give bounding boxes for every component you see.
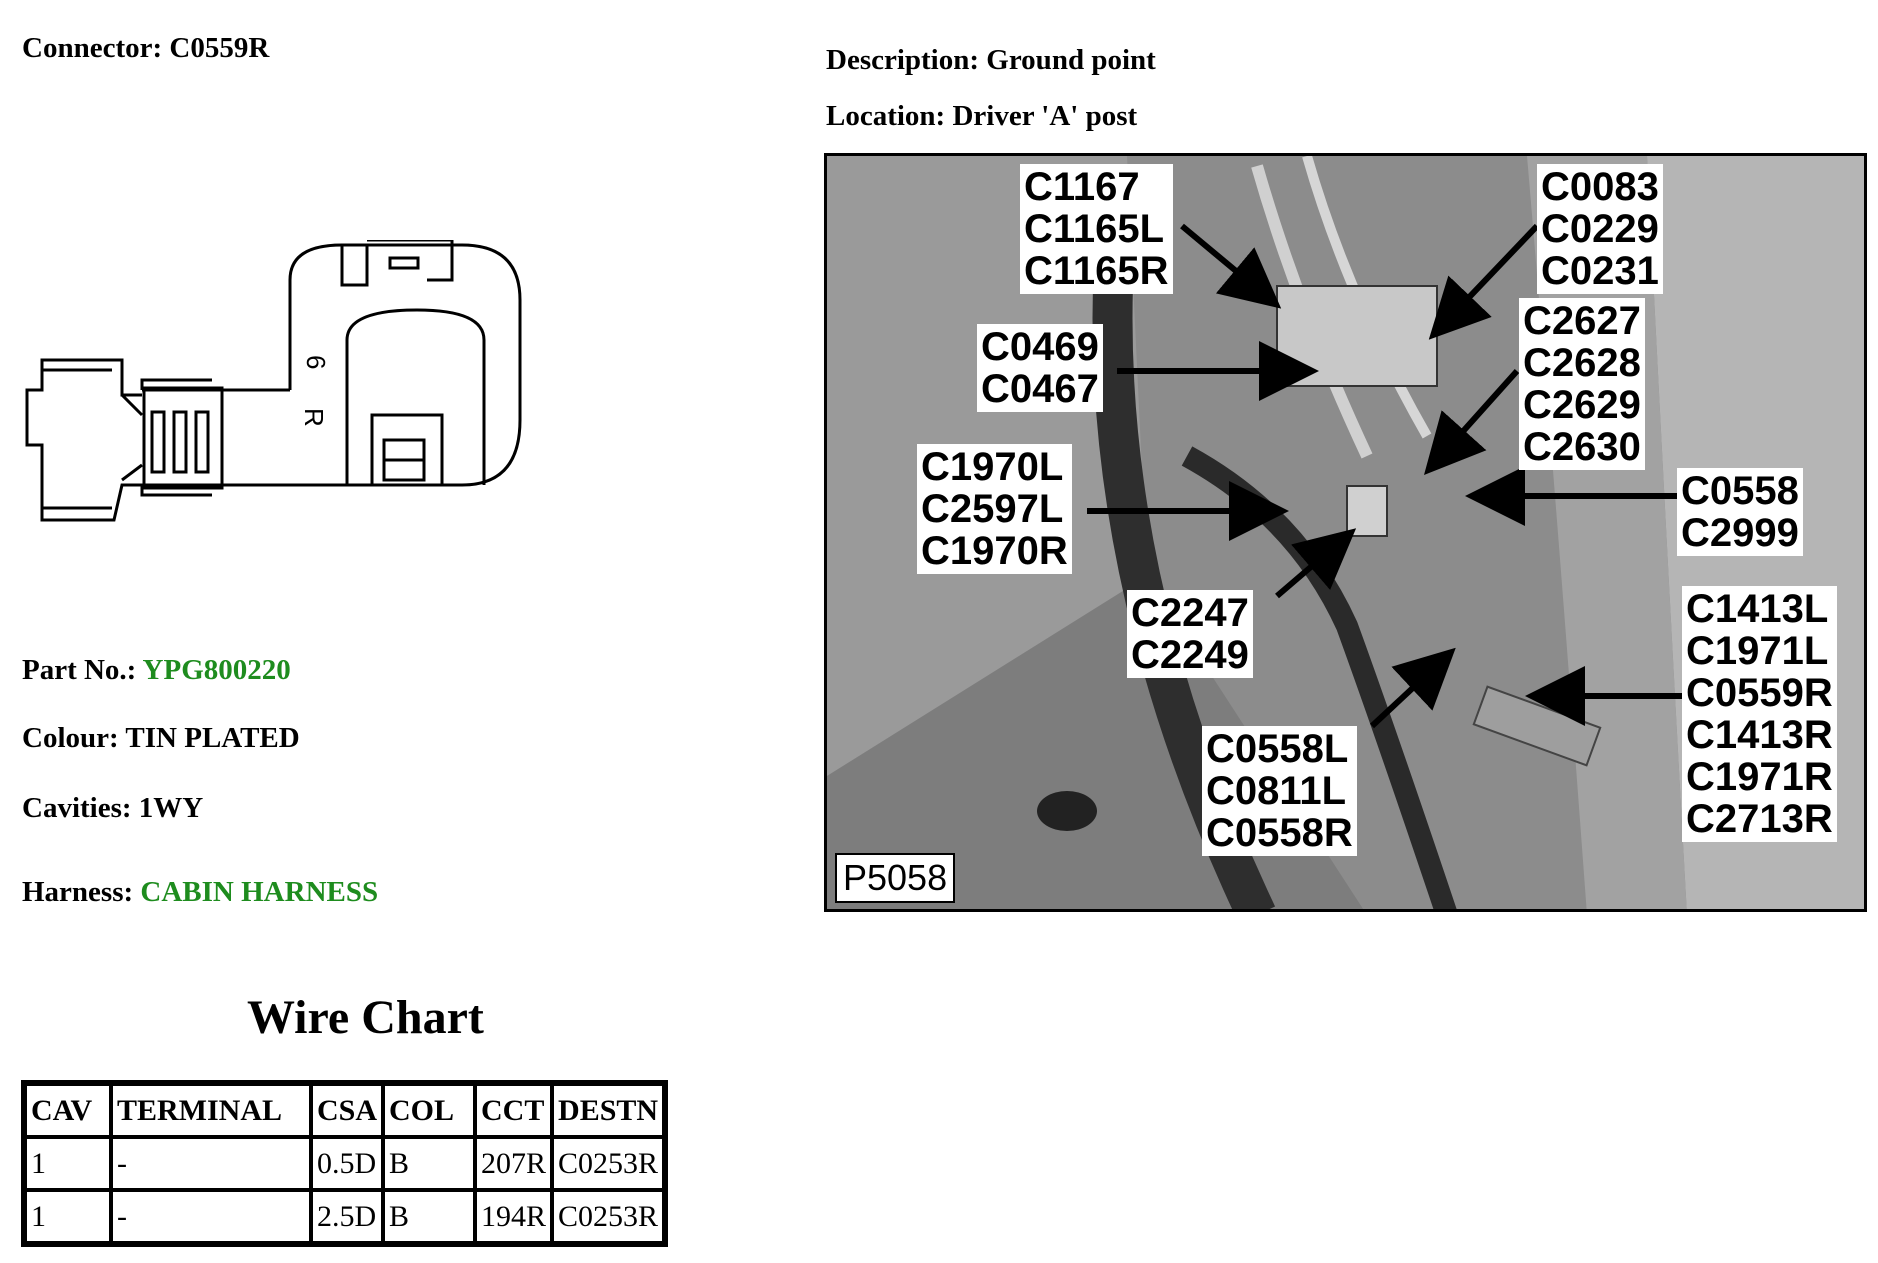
harness-value: CABIN HARNESS bbox=[140, 876, 379, 908]
harness-label: Harness: bbox=[22, 876, 134, 908]
connector-label: Connector: bbox=[22, 32, 163, 64]
callout-mid-right: C0558 C2999 bbox=[1677, 468, 1803, 556]
part-no-value: YPG800220 bbox=[142, 654, 291, 686]
colour-label: Colour: bbox=[22, 722, 119, 754]
connector-outline-drawing bbox=[22, 240, 542, 540]
location-value: Driver 'A' post bbox=[952, 100, 1138, 132]
cell-cav: 1 bbox=[24, 1190, 111, 1244]
callout-mid-left: C1970L C2597L C1970R bbox=[917, 444, 1072, 574]
cavity-mark-6: 6 bbox=[301, 355, 331, 370]
cell-destn: C0253R bbox=[552, 1190, 665, 1244]
header-csa: CSA bbox=[311, 1083, 383, 1137]
description-label: Description: bbox=[826, 44, 980, 76]
cell-cct: 194R bbox=[475, 1190, 552, 1244]
location-photo bbox=[824, 153, 1867, 912]
connector-field bbox=[22, 32, 269, 65]
header-cav: CAV bbox=[24, 1083, 111, 1137]
cell-cct: 207R bbox=[475, 1137, 552, 1190]
wire-chart-table bbox=[21, 1080, 668, 1247]
description-value: Ground point bbox=[986, 44, 1156, 76]
location-field bbox=[826, 100, 1137, 133]
part-no-field bbox=[22, 654, 291, 687]
header-terminal: TERMINAL bbox=[111, 1083, 311, 1137]
header-destn: DESTN bbox=[552, 1083, 665, 1137]
cell-csa: 2.5D bbox=[311, 1190, 383, 1244]
location-label: Location: bbox=[826, 100, 946, 132]
colour-field bbox=[22, 722, 300, 755]
cell-col: B bbox=[383, 1137, 475, 1190]
part-no-label: Part No.: bbox=[22, 654, 137, 686]
cavities-field bbox=[22, 792, 203, 825]
connector-value: C0559R bbox=[169, 32, 270, 64]
cell-terminal: - bbox=[111, 1137, 311, 1190]
table-row bbox=[24, 1190, 665, 1244]
harness-field bbox=[22, 876, 378, 909]
header-cct: CCT bbox=[475, 1083, 552, 1137]
cavities-value: 1WY bbox=[138, 792, 204, 824]
cavities-label: Cavities: bbox=[22, 792, 132, 824]
cavity-mark-r: R bbox=[299, 408, 329, 427]
callout-lower-center: C2247 C2249 bbox=[1127, 590, 1253, 678]
cell-terminal: - bbox=[111, 1190, 311, 1244]
colour-value: TIN PLATED bbox=[125, 722, 300, 754]
table-row bbox=[24, 1137, 665, 1190]
wire-chart-header-row bbox=[24, 1083, 665, 1137]
cell-csa: 0.5D bbox=[311, 1137, 383, 1190]
cell-col: B bbox=[383, 1190, 475, 1244]
wire-chart-title: Wire Chart bbox=[247, 991, 484, 1044]
photo-reference-label: P5058 bbox=[835, 853, 955, 903]
callout-mid-left-top: C0469 C0467 bbox=[977, 324, 1103, 412]
callout-upper-right: C0083 C0229 C0231 bbox=[1537, 164, 1663, 294]
cell-destn: C0253R bbox=[552, 1137, 665, 1190]
callout-lower-right: C1413L C1971L C0559R C1413R C1971R C2713R bbox=[1682, 586, 1837, 842]
cell-cav: 1 bbox=[24, 1137, 111, 1190]
description-field bbox=[826, 44, 1156, 77]
callout-bottom-center: C0558L C0811L C0558R bbox=[1202, 726, 1357, 856]
callout-mid-right-top: C2627 C2628 C2629 C2630 bbox=[1519, 298, 1645, 470]
header-col: COL bbox=[383, 1083, 475, 1137]
callout-upper-left: C1167 C1165L C1165R bbox=[1020, 164, 1173, 294]
